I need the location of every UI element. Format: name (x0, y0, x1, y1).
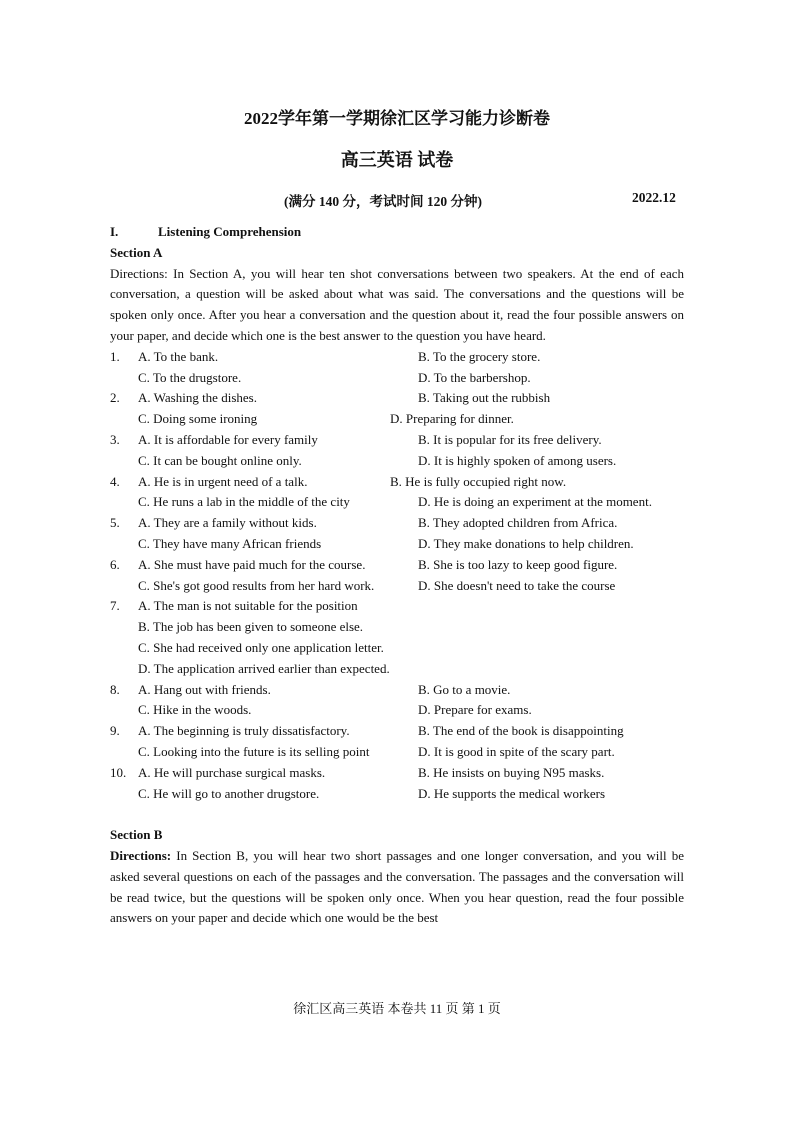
question-row (110, 700, 684, 721)
option-a: A. The beginning is truly dissatisfactory. (138, 723, 350, 739)
option-b: B. He insists on buying N95 masks. (418, 764, 605, 780)
question-row (110, 638, 684, 659)
exam-info: (满分 140 分，考试时间 120 分钟) (284, 194, 482, 209)
exam-subtitle: 高三英语 试卷 (340, 150, 454, 170)
option-c: C. It can be bought online only. (138, 452, 302, 468)
option-d: D. They make donations to help children. (418, 535, 634, 551)
question-number: 6. (110, 556, 120, 572)
question-row (110, 721, 684, 742)
question-row (110, 555, 684, 576)
option-d: D. Preparing for dinner. (390, 411, 514, 427)
question-row (110, 659, 684, 680)
option-c: C. He runs a lab in the middle of the city (138, 494, 350, 510)
option-b: B. The end of the book is disappointing (418, 723, 624, 739)
option-a: A. Hang out with friends. (138, 681, 271, 697)
option-a: A. The man is not suitable for the position (138, 598, 358, 614)
section-a-heading: Section A (110, 244, 163, 260)
directions-label: Directions: (110, 847, 172, 863)
spacer (110, 804, 684, 825)
question-row (110, 513, 684, 534)
question-row (110, 388, 684, 409)
option-d: D. It is good in spite of the scary part. (418, 743, 615, 759)
question-number: 7. (110, 598, 120, 614)
option-a: A. To the bank. (138, 348, 219, 364)
directions-text: In Section B, you will hear two short passages and one longer conversation, and you will be asked several questions on each of the passages and the conversation. The passages and the conversation will be read twice, but the questions will be spoken only once. When you hear question, read the four possible answers on your paper and decide which one would be the best (110, 847, 684, 926)
question-row (110, 680, 684, 701)
question-row (110, 596, 684, 617)
option-c: C. Hike in the woods. (138, 702, 252, 718)
option-d: D. The application arrived earlier than expected. (138, 660, 390, 676)
question-row (110, 492, 684, 513)
question-row (110, 742, 684, 763)
question-row (110, 472, 684, 493)
option-c: C. He will go to another drugstore. (138, 785, 320, 801)
option-b: B. He is fully occupied right now. (390, 473, 567, 489)
question-number: 10. (110, 764, 127, 780)
option-b: B. It is popular for its free delivery. (418, 431, 602, 447)
option-c: C. She's got good results from her hard work. (138, 577, 375, 593)
question-row (110, 368, 684, 389)
question-number: 3. (110, 431, 120, 447)
question-number: 1. (110, 348, 120, 364)
question-row (110, 534, 684, 555)
option-a: A. It is affordable for every family (138, 431, 318, 447)
option-b: B. Taking out the rubbish (418, 390, 551, 406)
option-b: B. To the grocery store. (418, 348, 541, 364)
option-a: A. Washing the dishes. (138, 390, 257, 406)
option-b: B. She is too lazy to keep good figure. (418, 556, 618, 572)
question-number: 4. (110, 473, 120, 489)
question-row (110, 409, 684, 430)
question-number: 8. (110, 681, 120, 697)
exam-content (110, 222, 684, 929)
option-d: D. It is highly spoken of among users. (418, 452, 617, 468)
part-title: Listening Comprehension (158, 224, 302, 239)
question-row (110, 451, 684, 472)
section-b-heading: Section B (110, 827, 163, 843)
option-c: C. Doing some ironing (138, 411, 258, 427)
option-a: A. He is in urgent need of a talk. (138, 473, 308, 489)
option-b: B. They adopted children from Africa. (418, 515, 618, 531)
option-a: A. They are a family without kids. (138, 515, 317, 531)
question-number: 5. (110, 515, 120, 531)
option-d: D. He is doing an experiment at the moment. (418, 494, 652, 510)
section-b-directions (110, 846, 684, 929)
option-c: C. Looking into the future is its selling point (138, 743, 370, 759)
option-d: D. She doesn't need to take the course (418, 577, 616, 593)
option-b: B. Go to a movie. (418, 681, 511, 697)
section-a-directions: Directions: In Section A, you will hear ten shot conversations between two speakers. At the end of each conversation, a question will be asked about what was said. The conversations and the questions will be spoken only once. After you hear a conversation and the question about it, read the four possible answers on your paper, and decide which one is the best answer to the question you have heard. (110, 265, 684, 343)
exam-title: 2022学年第一学期徐汇区学习能力诊断卷 (244, 109, 550, 128)
part-heading (110, 222, 684, 243)
option-b: B. The job has been given to someone else. (138, 619, 364, 635)
question-row (110, 347, 684, 368)
option-d: D. Prepare for exams. (418, 702, 532, 718)
part-number: I. (110, 224, 119, 239)
question-row (110, 430, 684, 451)
option-c: C. They have many African friends (138, 535, 322, 551)
option-c: C. She had received only one application letter. (138, 639, 384, 655)
option-d: D. To the barbershop. (418, 369, 531, 385)
question-number: 2. (110, 390, 120, 406)
question-row (110, 576, 684, 597)
option-c: C. To the drugstore. (138, 369, 242, 385)
question-row (110, 784, 684, 805)
question-number: 9. (110, 723, 120, 739)
page-footer: 徐汇区高三英语 本卷共 11 页 第 1 页 (293, 1001, 501, 1016)
option-a: A. She must have paid much for the course. (138, 556, 366, 572)
question-row (110, 763, 684, 784)
option-d: D. He supports the medical workers (418, 785, 606, 801)
option-a: A. He will purchase surgical masks. (138, 764, 326, 780)
exam-date: 2022.12 (632, 190, 676, 205)
question-row (110, 617, 684, 638)
